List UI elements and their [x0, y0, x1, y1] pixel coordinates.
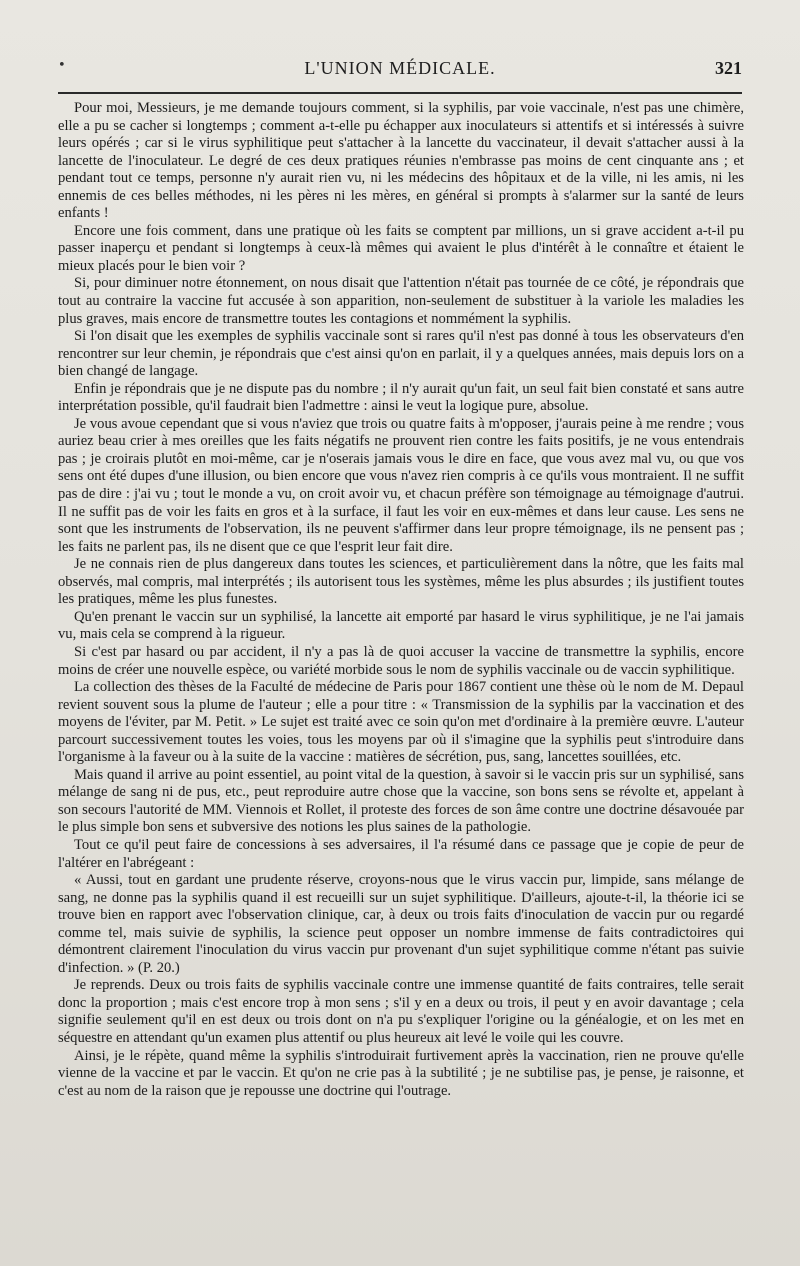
header-bullet-mark: •: [58, 58, 66, 73]
paragraph: Je vous avoue cependant que si vous n'aviez que trois ou quatre faits à m'opposer, j'aurais peine à me rendre ; vous auriez beau crier à mes oreilles que les faits négatifs ne prouvent rien contre les faits positifs, je ne vous entendrais pas ; je croirais plutôt en moi-même, car je n'oserais jamais vous le dire en face, que vous avez mal vu, ou que vos sens ont été dupes d'une illusion, ou bien encore que vous n'avez rien compris à ce qu'ils vous montraient. Il ne suffit pas de dire : j'ai vu ; tout le monde a vu, on croit avoir vu, et chacun préfère son témoignage au témoignage d'autrui. Il ne suffit pas de voir les faits en gros et à la surface, il faut les voir en eux-mêmes et dans leur cause. Les sens ne sont que les instruments de l'observation, ils ne peuvent s'affirmer dans leur propre témoignage, ils ne pensent pas ; les faits ne parlent pas, ils ne disent que ce que l'esprit leur fait dire.: [58, 415, 744, 555]
paragraph: Ainsi, je le répète, quand même la syphilis s'introduirait furtivement après la vaccination, rien ne prouve qu'elle vienne de la vaccine et par le vaccin. Et qu'on ne crie pas à la subtilité ; je ne subtilise pas, je pense, je raisonne, et c'est au nom de la raison que je repousse une doctrine qui l'outrage.: [58, 1047, 744, 1099]
header-rule: [58, 92, 742, 94]
page-number: 321: [715, 58, 742, 78]
paragraph: Je ne connais rien de plus dangereux dans toutes les sciences, et particulièrement dans la nôtre, que les faits mal observés, mal compris, mal interprétés ; ils autorisent tous les systèmes, même les plus absurdes ; ils justifient toutes les pratiques, même les plus funestes.: [58, 556, 744, 608]
paragraph: Enfin je répondrais que je ne dispute pas du nombre ; il n'y aurait qu'un fait, un seul fait bien constaté et sans autre interprétation possible, qu'il faudrait bien l'admettre : ainsi le veut la logique pure, absolue.: [58, 380, 744, 415]
quoted-passage: « Aussi, tout en gardant une prudente réserve, croyons-nous que le virus vaccin pur, limpide, sans mélange de sang, ne donne pas la syphilis quand il est recueilli sur un sujet syphilitique. D'ailleurs, ajoute-t-il, la théorie ici se trouve bien en rapport avec l'observation clinique, car, à deux ou trois faits d'inoculation de vaccin pur ou regardé comme tel, mais suivie de syphilis, la science peut opposer un nombre immense de faits contradictoires qui démontrent clairement l'inoculation du virus vaccin pur provenant d'un sujet syphilitique comme n'étant pas suivie d'infection. » (P. 20.): [58, 872, 744, 976]
paragraph: Si, pour diminuer notre étonnement, on nous disait que l'attention n'était pas tournée de ce côté, je répondrais que tout au contraire la vaccine fut accusée à son apparition, non-seulement de substituer à la variole les maladies les plus graves, mais encore de transmettre toutes les contagions et nommément la syphilis.: [58, 275, 744, 327]
paragraph: Encore une fois comment, dans une pratique où les faits se comptent par millions, un si grave accident a-t-il pu passer inaperçu et pendant si longtemps à ceux-là mêmes qui avaient le plus d'intérêt à le connaître et étaient le mieux placés pour le bien voir ?: [58, 222, 744, 274]
paragraph: Pour moi, Messieurs, je me demande toujours comment, si la syphilis, par voie vaccinale, n'est pas une chimère, elle a pu se cacher si longtemps ; comment a-t-elle pu échapper aux inoculateurs si attentifs et si intéressés à suivre leurs opérés ; car si le virus syphilitique peut s'attacher à la lancette du vaccinateur, il devait s'attacher aussi à la lancette de l'inoculateur. Le degré de ces deux pratiques réunies n'embrasse pas moins de cent cinquante ans ; et pendant tout ce temps, personne n'y aurait rien vu, ni les médecins des hôpitaux et de la ville, ni les amis, ni les ennemis de ces belles méthodes, ni les pères ni les mères, en général si prompts à s'alarmer sur la santé de leurs enfants !: [58, 100, 744, 222]
journal-title: L'UNION MÉDICALE.: [304, 58, 496, 78]
article-body: [58, 100, 744, 1100]
paragraph: Si l'on disait que les exemples de syphilis vaccinale sont si rares qu'il n'est pas donné à tous les observateurs d'en rencontrer sur leur chemin, je répondrais que c'est ainsi qu'on en parlait, il y a quelques années, mais depuis lors on a bien changé de langage.: [58, 328, 744, 380]
paragraph: Qu'en prenant le vaccin sur un syphilisé, la lancette ait emporté par hasard le virus syphilitique, je ne l'ai jamais vu, mais cela se comprend à la rigueur.: [58, 608, 744, 643]
paragraph: Je reprends. Deux ou trois faits de syphilis vaccinale contre une immense quantité de faits contraires, telle serait donc la proportion ; mais c'est encore trop à mon sens ; s'il y en a deux ou trois, il peut y en avoir davantage ; cela signifie seulement qu'il en est deux ou trois dont on n'a pu s'expliquer l'origine ou la généalogie, et on les met en séquestre en attendant qu'un examen plus attentif ou plus heureux ait levé le voile qui les couvre.: [58, 977, 744, 1046]
paragraph: Tout ce qu'il peut faire de concessions à ses adversaires, il l'a résumé dans ce passage que je copie de peur de l'altérer en l'abrégeant :: [58, 836, 744, 871]
paragraph: Si c'est par hasard ou par accident, il n'y a pas là de quoi accuser la vaccine de transmettre la syphilis, encore moins de créer une nouvelle espèce, ou variété morbide sous le nom de syphilis vaccinale ou de vaccin syphilitique.: [58, 643, 744, 678]
paragraph: Mais quand il arrive au point essentiel, au point vital de la question, à savoir si le vaccin pris sur un syphilisé, sans mélange de sang ni de pus, etc., peut reproduire autre chose que la vaccine, son bons sens se révolte et, appelant à son secours l'autorité de MM. Viennois et Rollet, il proteste des forces de son âme contre une doctrine désavouée par le plus simple bon sens et subversive des notions les plus saines de la pathologie.: [58, 766, 744, 836]
paragraph: La collection des thèses de la Faculté de médecine de Paris pour 1867 contient une thèse où le nom de M. Depaul revient souvent sous la plume de l'auteur ; elle a pour titre : « Transmission de la syphilis par la vaccination et des moyens de l'éviter, par M. Petit. » Le sujet est traité avec ce soin qu'on met d'ordinaire à la première œuvre. L'auteur parcourt successivement toutes les voies, tous les moyens par où il s'imagine que la syphilis peut s'introduire dans l'organisme à la faveur ou à la suite de la vaccine : matières de sécrétion, pus, sang, lancettes souillées, etc.: [58, 679, 744, 766]
running-header: [58, 58, 742, 88]
